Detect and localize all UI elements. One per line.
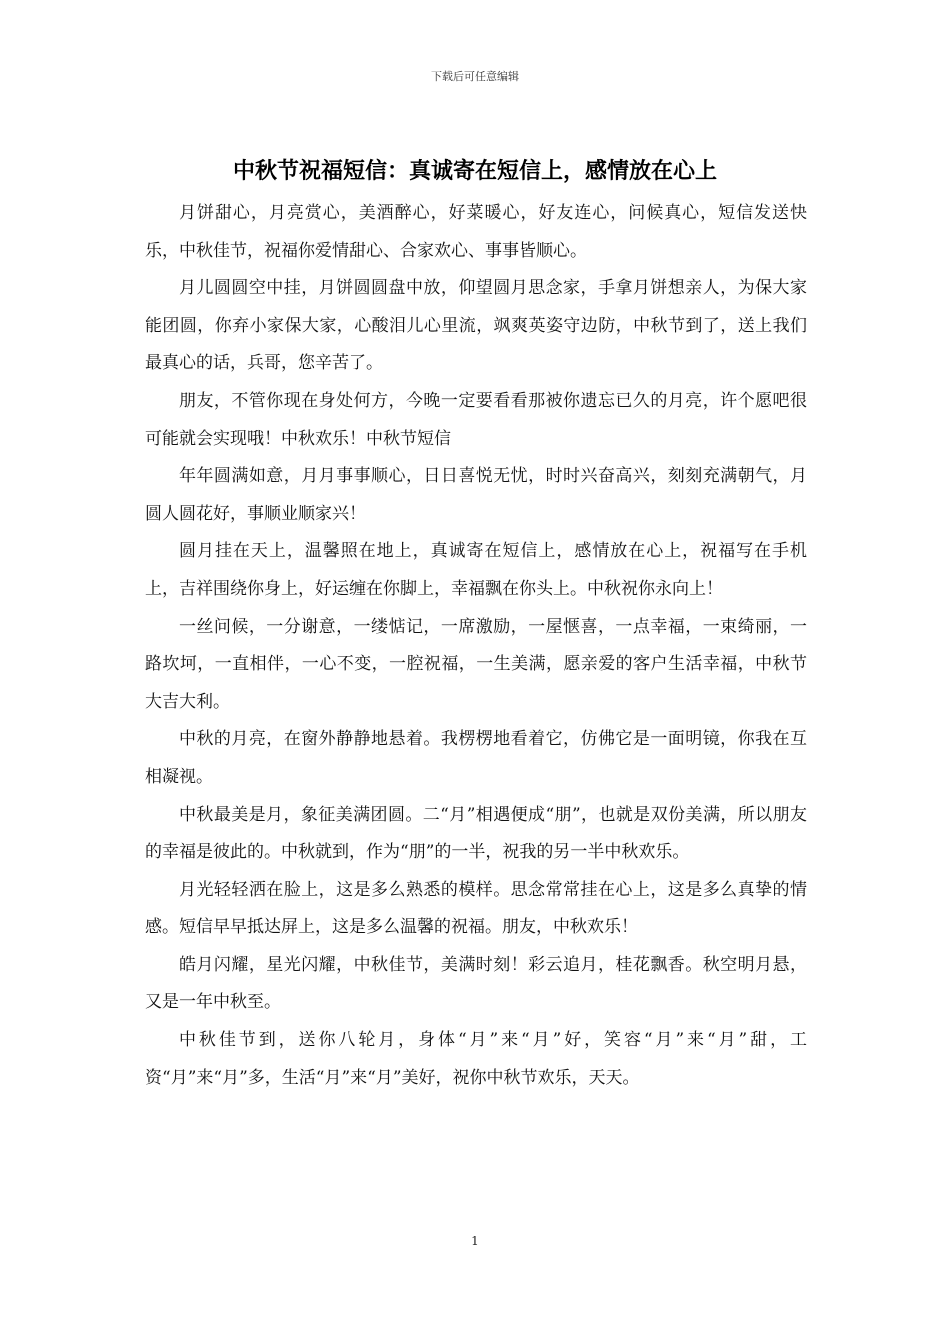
document-body bbox=[145, 195, 807, 1097]
header-note: 下载后可任意编辑 bbox=[431, 70, 519, 83]
paragraph: 中秋佳节到，送你八轮月，身体“月”来“月”好，笑容“月”来“月”甜，工资“月”来“月”多，生活“月”来“月”美好，祝你中秋节欢乐，天天。 bbox=[145, 1030, 807, 1088]
paragraph: 月饼甜心，月亮赏心，美酒醉心，好菜暖心，好友连心，问候真心，短信发送快乐，中秋佳节，祝福你爱情甜心、合家欢心、事事皆顺心。 bbox=[145, 203, 807, 261]
paragraph: 皓月闪耀，星光闪耀，中秋佳节，美满时刻！彩云追月，桂花飘香。秋空明月悬，又是一年中秋至。 bbox=[145, 954, 807, 1013]
paragraph: 一丝问候，一分谢意，一缕惦记，一席激励，一屋惬喜，一点幸福，一束绮丽，一路坎坷，一直相伴，一心不变，一腔祝福，一生美满，愿亲爱的客户生活幸福，中秋节大吉大利。 bbox=[145, 616, 807, 712]
page-number: 1 bbox=[471, 1234, 479, 1248]
paragraph: 年年圆满如意，月月事事顺心，日日喜悦无忧，时时兴奋高兴，刻刻充满朝气，月圆人圆花好，事顺业顺家兴！ bbox=[145, 466, 807, 524]
document-title: 中秋节祝福短信：真诚寄在短信上，感情放在心上 bbox=[232, 158, 717, 184]
paragraph: 中秋的月亮，在窗外静静地悬着。我楞楞地看着它，仿佛它是一面明镜，你我在互相凝视。 bbox=[145, 729, 807, 787]
paragraph: 朋友，不管你现在身处何方，今晚一定要看看那被你遗忘已久的月亮，许个愿吧很可能就会实现哦！中秋欢乐！中秋节短信 bbox=[145, 390, 807, 449]
paragraph: 月儿圆圆空中挂，月饼圆圆盘中放，仰望圆月思念家，手拿月饼想亲人，为保大家能团圆，你弃小家保大家，心酸泪儿心里流，飒爽英姿守边防，中秋节到了，送上我们最真心的话，兵哥，您辛苦了。 bbox=[145, 278, 807, 374]
paragraph: 月光轻轻洒在脸上，这是多么熟悉的模样。思念常常挂在心上，这是多么真挚的情感。短信早早抵达屏上，这是多么温馨的祝福。朋友，中秋欢乐！ bbox=[145, 879, 807, 938]
paragraph: 中秋最美是月，象征美满团圆。二“月”相遇便成“朋”，也就是双份美满，所以朋友的幸福是彼此的。中秋就到，作为“朋”的一半，祝我的另一半中秋欢乐。 bbox=[145, 804, 807, 863]
paragraph: 圆月挂在天上，温馨照在地上，真诚寄在短信上，感情放在心上，祝福写在手机上，吉祥围绕你身上，好运缠在你脚上，幸福飘在你头上。中秋祝你永向上！ bbox=[145, 541, 807, 599]
